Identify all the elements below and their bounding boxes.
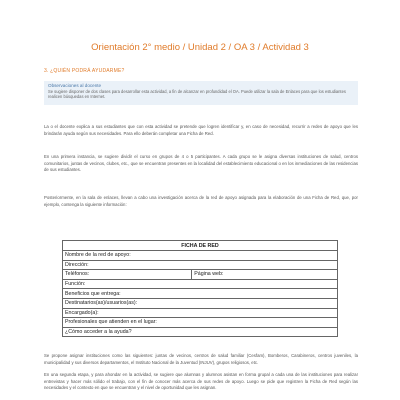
research-paragraph: Posteriormente, en la sala de enlaces, llevan a cabo una investigación acerca de la red de apoyo asignada para la elaboración de una Ficha de Red, que, por ejemplo, contenga la siguiente información:	[44, 195, 358, 207]
table-row	[63, 289, 338, 299]
ficha-title: FICHA DE RED	[63, 241, 338, 251]
ficha-funcion: Función:	[63, 279, 338, 289]
teacher-note-box	[44, 81, 358, 105]
teacher-note-title: Observaciones al docente	[48, 83, 102, 88]
ficha-de-red-table	[62, 240, 338, 337]
second-stage-paragraph: En una segunda etapa, y para ahondar en la actividad, se sugiere que alumnas y alumnos asistan en forma grupal a cada una de las instituciones para realizar entrevistas y hacer más sólido el trabajo, con el fin de conocer más acerca de sus redes de apoyo. Luego se pide que registren la Ficha de Red según las necesidades y el contexto en que se encuentran y el nivel de oportunidad que les asignan.	[44, 372, 358, 391]
ficha-destinatarios: Destinatarios(as)/usuarios(as):	[63, 298, 338, 308]
ficha-como-acceder: ¿Cómo acceder a la ayuda?	[63, 327, 338, 337]
table-row	[63, 251, 338, 261]
table-row	[63, 270, 338, 280]
teacher-note-text: Se sugiere disponer de dos clases para desarrollar esta actividad, a fin de alcanzar en profundidad el OA. Puede utilizar la sala de Enlaces para que los estudiantes realicen búsquedas en Internet.	[48, 89, 346, 100]
table-row	[63, 298, 338, 308]
ficha-profesionales: Profesionales que atienden en el lugar:	[63, 318, 338, 328]
ficha-beneficios: Beneficios que entrega:	[63, 289, 338, 299]
table-row	[63, 260, 338, 270]
institutions-paragraph: Se propone asignar instituciones como las siguientes: juntas de vecinos, centros de salud familiar (Cesfam), Bomberos, Carabineros, centros juveniles, la municipalidad y sus diversos departamentos, el Instituto Nacional de la Juventud (INJUV), grupos religiosos, etc.	[44, 353, 358, 365]
ficha-encargado: Encargado(a):	[63, 308, 338, 318]
table-row	[63, 279, 338, 289]
page-title: Orientación 2° medio / Unidad 2 / OA 3 / Actividad 3	[91, 42, 309, 53]
table-row	[63, 327, 338, 337]
ficha-header-row	[63, 241, 338, 251]
ficha-pagina-web: Página web:	[192, 270, 338, 280]
ficha-nombre: Nombre de la red de apoyo:	[63, 251, 338, 261]
ficha-direccion: Dirección:	[63, 260, 338, 270]
section-heading: 3. ¿QUIÉN PODRÁ AYUDARME?	[44, 68, 125, 74]
table-row	[63, 318, 338, 328]
groups-paragraph: En una primera instancia, se sugiere dividir el curso en grupos de 4 o 5 participantes. A cada grupo se le asigna diversas instituciones de salud, centros comunitarios, juntas de vecinos, clubes, etc., que se encuentran presentes en la localidad del establecimiento educacional o en los inmediaciones de las residencias de sus estudiantes.	[44, 154, 358, 173]
table-row	[63, 308, 338, 318]
intro-paragraph: La o el docente explica a sus estudiantes que con esta actividad se pretende que logren identificar y, en caso de necesidad, recurrir a redes de apoyo que les brindarán ayuda según sus necesidades. Para ello deberán completar una Ficha de Red.	[44, 124, 358, 136]
ficha-telefonos: Teléfonos:	[63, 270, 192, 280]
